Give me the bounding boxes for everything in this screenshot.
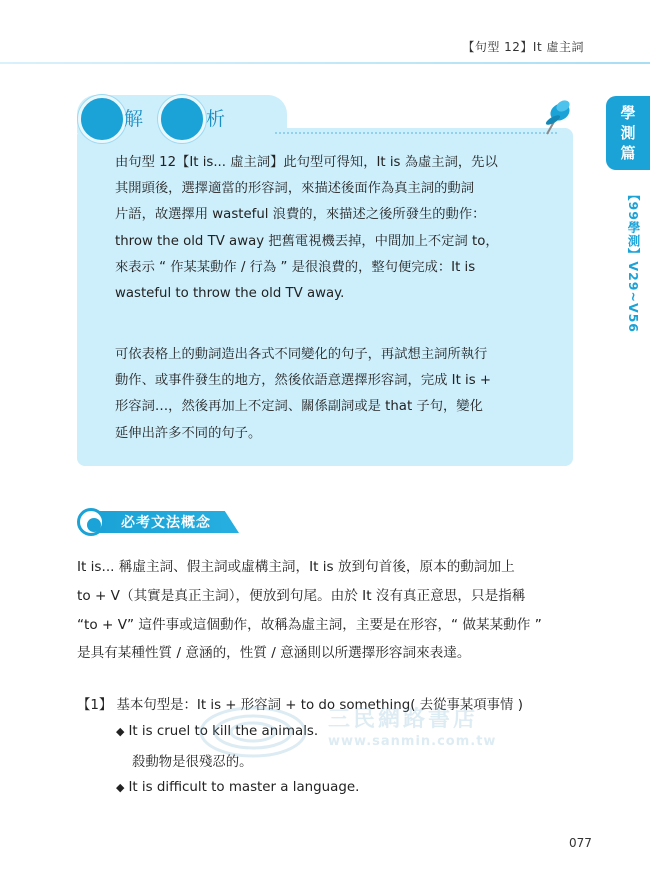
concept-title: 必考文法概念 xyxy=(121,515,211,531)
diamond-bullet-icon: ◆ xyxy=(116,781,125,794)
analysis-title-2: 析 xyxy=(206,108,227,130)
example-2-english: ◆ It is difficult to master a language. xyxy=(116,780,360,795)
concept-paragraph: It is... 稱虛主詞、假主詞或虛構主詞，It is 放到句首後，原本的動詞加上 to + V（其實是真正主詞），便放到句尾。由於 It 沒有真正意思，只是指稱 “to + V” 這件事或這個動作，故稱為虛主詞，主要是在形容，“ 做某某動作 ” 是具有某種性質 / 意涵的，性質 / 意涵則以所選擇形容詞來表達。 xyxy=(77,559,542,662)
watermark-name: 三民網路書店 xyxy=(328,706,479,732)
analysis-paragraph-2: 可依表格上的動詞造出各式不同變化的句子，再試想主詞所執行 動作、或事件發生的地方，然後依語意選擇形容詞，完成 It is + 形容詞…，然後再加上不定詞、關係副詞或是 that 子句，變化 延伸出許多不同的句子。 xyxy=(115,347,491,441)
pushpin-icon xyxy=(535,96,575,138)
analysis-circle-2 xyxy=(158,95,206,143)
section-tab-char-1: 學 xyxy=(620,104,636,122)
example-1-english: ◆ It is cruel to kill the animals. xyxy=(116,724,319,739)
item-1-title: 【1】 基本句型是：It is + 形容詞 + to do something( 去從事某項事情 ) xyxy=(77,698,523,713)
concept-ring-icon xyxy=(77,508,105,536)
diamond-bullet-icon: ◆ xyxy=(116,725,125,738)
concept-banner xyxy=(77,508,247,534)
page-number: 077 xyxy=(569,836,592,850)
header-rule xyxy=(0,62,650,64)
section-range: 【99學測】V29~V56 xyxy=(626,188,641,334)
watermark-url: www.sanmin.com.tw xyxy=(328,734,497,749)
analysis-title-1: 解 xyxy=(124,108,145,130)
analysis-circle-1 xyxy=(78,95,126,143)
analysis-paragraph-1: 由句型 12【It is... 虛主詞】此句型可得知，It is 為虛主詞，先以 其開頭後，選擇適當的形容詞，來描述後面作為真主詞的動詞 片語，故選擇用 wasteful 浪費的，來描述之後所發生的動作： throw the old TV away 把舊電視機丟掉，中間加上不定詞 to， 來表示 “ 作某某動作 / 行為 ” 是很浪費的，整句便完成：It is wasteful to throw the old TV away. xyxy=(115,155,499,302)
analysis-dotted-divider xyxy=(275,132,557,134)
section-tab-char-3: 篇 xyxy=(620,144,636,162)
section-tab xyxy=(606,96,650,170)
chapter-header: 【句型 12】It 虛主詞 xyxy=(462,40,584,54)
example-1-chinese: 殺動物是很殘忍的。 xyxy=(132,755,253,770)
section-tab-char-2: 測 xyxy=(620,124,636,142)
